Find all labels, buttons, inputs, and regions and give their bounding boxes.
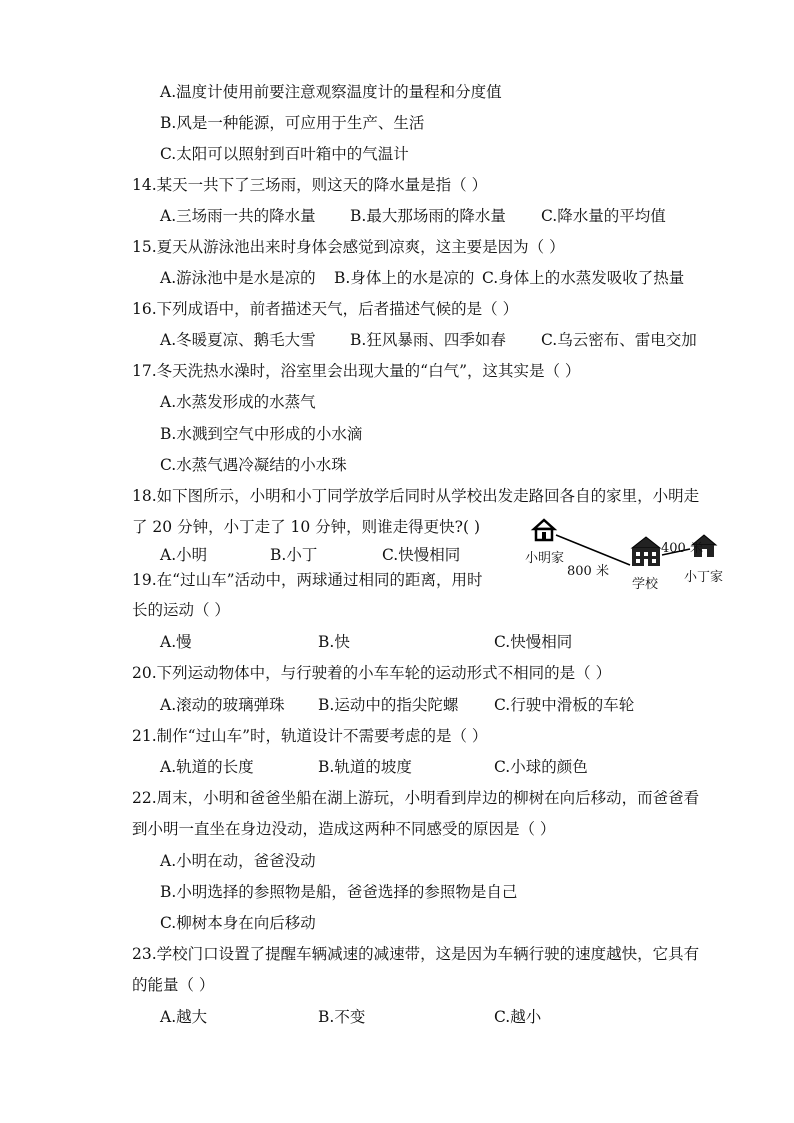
- xiaoming-home-label: 小明家: [525, 551, 565, 566]
- q14-option-a: A.三场雨一共的降水量: [160, 207, 316, 225]
- xiaoming-house-icon: [534, 520, 554, 540]
- q17-option-c: C.水蒸气遇冷凝结的小水珠: [160, 456, 347, 474]
- q16-stem: 16.下列成语中，前者描述天气，后者描述气候的是（ ）: [132, 300, 519, 318]
- q19-stem-line1: 19.在“过山车”活动中，两球通过相同的距离，用时: [132, 571, 483, 589]
- q21-stem: 21.制作“过山车”时，轨道设计不需要考虑的是（ ）: [132, 727, 488, 745]
- q23-option-b: B.不变: [318, 1008, 366, 1026]
- school-label: 学校: [632, 577, 659, 592]
- q17-option-b: B.水溅到空气中形成的小水滴: [160, 425, 363, 443]
- q16-option-a: A.冬暖夏凉、鹅毛大雪: [160, 331, 316, 349]
- distance-800m-label: 800 米: [567, 564, 609, 579]
- q13-option-b: B.风是一种能源，可应用于生产、生活: [160, 114, 425, 132]
- distance-400m-label: 400 米: [661, 541, 703, 556]
- q13-option-c: C.太阳可以照射到百叶箱中的气温计: [160, 145, 409, 163]
- q19-stem-line2: 长的运动（ ）: [132, 601, 230, 619]
- q22-stem-line1: 22.周末，小明和爸爸坐船在湖上游玩，小明看到岸边的柳树在向后移动，而爸爸看: [132, 789, 700, 807]
- q14-option-c: C.降水量的平均值: [541, 207, 666, 225]
- q15-option-a: A.游泳池中是水是凉的: [160, 269, 316, 287]
- q13-option-a: A.温度计使用前要注意观察温度计的量程和分度值: [160, 83, 502, 101]
- q22-option-b: B.小明选择的参照物是船，爸爸选择的参照物是自己: [160, 883, 518, 901]
- q18-option-a: A.小明: [160, 546, 208, 564]
- q19-option-c: C.快慢相同: [494, 633, 573, 651]
- q15-stem: 15.夏天从游泳池出来时身体会感觉到凉爽，这主要是因为（ ）: [132, 238, 565, 256]
- q18-stem-line2: 了 20 分钟，小丁走了 10 分钟，则谁走得更快?( ): [132, 518, 480, 536]
- q21-option-c: C.小球的颜色: [494, 758, 588, 776]
- q19-option-a: A.慢: [160, 633, 192, 651]
- q16-option-b: B.狂风暴雨、四季如春: [350, 331, 506, 349]
- xiaoding-home-label: 小丁家: [684, 570, 724, 585]
- q16-option-c: C.乌云密布、雷电交加: [541, 331, 697, 349]
- q14-option-b: B.最大那场雨的降水量: [350, 207, 506, 225]
- q23-stem-line1: 23.学校门口设置了提醒车辆减速的减速带，这是因为车辆行驶的速度越快，它具有: [132, 945, 700, 963]
- q20-option-a: A.滚动的玻璃弹珠: [160, 696, 285, 714]
- q19-option-b: B.快: [318, 633, 350, 651]
- q17-option-a: A.水蒸发形成的水蒸气: [160, 393, 316, 411]
- q20-option-c: C.行驶中滑板的车轮: [494, 696, 635, 714]
- q22-stem-line2: 到小明一直坐在身边没动，造成这两种不同感受的原因是（ ）: [132, 820, 556, 838]
- q17-stem: 17.冬天洗热水澡时，浴室里会出现大量的“白气”，这其实是（ ）: [132, 362, 581, 380]
- q20-stem: 20.下列运动物体中，与行驶着的小车车轮的运动形式不相同的是（ ）: [132, 664, 612, 682]
- q22-option-a: A.小明在动，爸爸没动: [160, 852, 316, 870]
- q18-stem-line1: 18.如下图所示，小明和小丁同学放学后同时从学校出发走路回各自的家里，小明走: [132, 487, 700, 505]
- q15-option-c: C.身体上的水蒸发吸收了热量: [482, 269, 685, 287]
- q22-option-c: C.柳树本身在向后移动: [160, 914, 316, 932]
- q23-option-a: A.越大: [160, 1008, 208, 1026]
- q21-option-a: A.轨道的长度: [160, 758, 254, 776]
- q21-option-b: B.轨道的坡度: [318, 758, 412, 776]
- q14-stem: 14.某天一共下了三场雨，则这天的降水量是指（ ）: [132, 176, 488, 194]
- q20-option-b: B.运动中的指尖陀螺: [318, 696, 459, 714]
- q18-option-b: B.小丁: [270, 546, 318, 564]
- route-diagram: [520, 515, 760, 600]
- q15-option-b: B.身体上的水是凉的: [334, 269, 475, 287]
- q18-option-c: C.快慢相同: [382, 546, 461, 564]
- q23-stem-line2: 的能量（ ）: [132, 976, 215, 994]
- school-building-icon: [632, 537, 660, 566]
- q23-option-c: C.越小: [494, 1008, 542, 1026]
